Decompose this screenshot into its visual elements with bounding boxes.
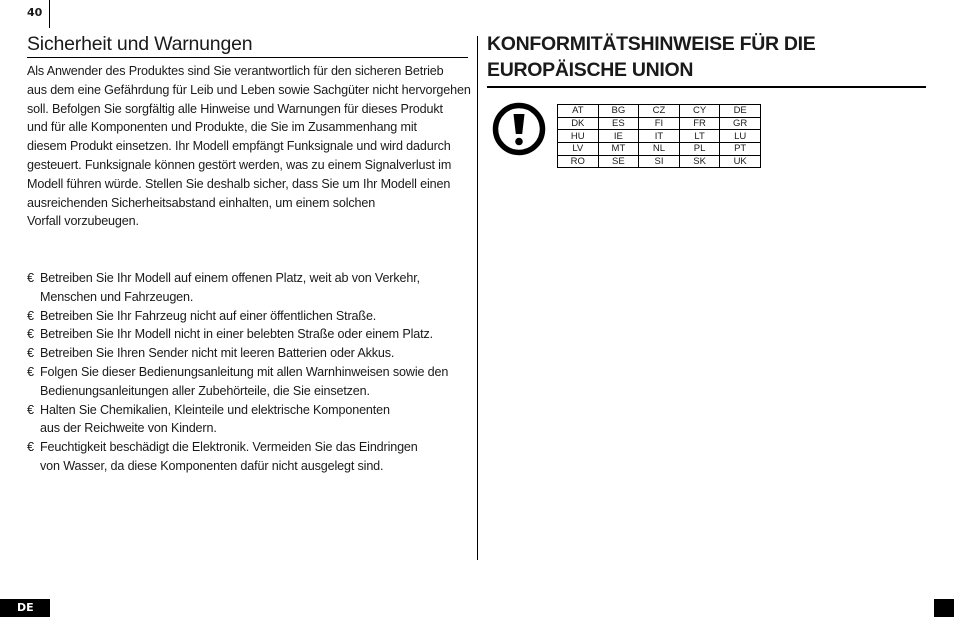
table-row xyxy=(558,130,761,143)
intro-line: gesteuert. Funksignale können gestört werden, was zu einem Signalverlust im xyxy=(27,157,452,172)
column-divider xyxy=(477,36,478,560)
corner-marker xyxy=(934,599,954,617)
country-cell: RO xyxy=(558,155,599,168)
language-badge: DE xyxy=(0,599,50,617)
exclamation-circle-icon xyxy=(491,101,547,157)
country-cell: IT xyxy=(639,130,680,143)
conformity-title xyxy=(487,32,926,88)
bullet-mark: € xyxy=(27,440,34,455)
safety-bullet-list xyxy=(27,269,467,476)
intro-line: diesem Produkt einsetzen. Ihr Modell empfängt Funksignale und wird dadurch xyxy=(27,139,451,154)
table-row xyxy=(558,155,761,168)
intro-line: ausreichenden Sicherheitsabstand einhalten, um einem solchen xyxy=(27,195,376,210)
conformity-title-line: KONFORMITÄTSHINWEISE FÜR DIE xyxy=(487,33,816,55)
intro-line: aus dem eine Gefährdung für Leib und Leben sowie Sachgüter nicht hervorgehen xyxy=(27,82,471,97)
bullet-line: Betreiben Sie Ihren Sender nicht mit leeren Batterien oder Akkus. xyxy=(40,346,395,361)
bullet-mark: € xyxy=(27,308,34,323)
country-cell: UK xyxy=(720,155,761,168)
country-cell: SI xyxy=(639,155,680,168)
bullet-line: Menschen und Fahrzeugen. xyxy=(40,289,194,304)
country-cell: MT xyxy=(598,143,639,156)
bullet-mark: € xyxy=(27,346,34,361)
country-cell: LT xyxy=(679,130,720,143)
list-item xyxy=(27,269,467,307)
country-cell: HU xyxy=(558,130,599,143)
bullet-line: aus der Reichweite von Kindern. xyxy=(40,421,217,436)
bullet-line: Bedienungsanleitungen aller Zubehörteile, die Sie einsetzen. xyxy=(40,383,370,398)
country-cell: IE xyxy=(598,130,639,143)
bullet-line: Betreiben Sie Ihr Modell auf einem offenen Platz, weit ab von Verkehr, xyxy=(40,271,420,285)
bullet-line: Betreiben Sie Ihr Fahrzeug nicht auf einer öffentlichen Straße. xyxy=(40,308,377,323)
country-cell: CY xyxy=(679,105,720,118)
list-item xyxy=(27,363,467,401)
list-item xyxy=(27,401,467,439)
bullet-line: von Wasser, da diese Komponenten dafür nicht ausgelegt sind. xyxy=(40,458,384,473)
country-cell: LV xyxy=(558,143,599,156)
country-cell: SE xyxy=(598,155,639,168)
list-item xyxy=(27,325,467,344)
list-item xyxy=(27,307,467,326)
list-item xyxy=(27,438,467,476)
page-number: 40 xyxy=(27,6,43,19)
intro-line: Modell führen würde. Stellen Sie deshalb sicher, dass Sie um Ihr Modell einen xyxy=(27,176,451,191)
table-row xyxy=(558,105,761,118)
country-cell: DE xyxy=(720,105,761,118)
bullet-line: Folgen Sie dieser Bedienungsanleitung mit allen Warnhinweisen sowie den xyxy=(40,364,449,379)
intro-line: Als Anwender des Produktes sind Sie verantwortlich für den sicheren Betrieb xyxy=(27,64,444,78)
country-cell: PT xyxy=(720,143,761,156)
bullet-line: Betreiben Sie Ihr Modell nicht in einer belebten Straße oder einem Platz. xyxy=(40,327,433,342)
table-row xyxy=(558,143,761,156)
country-cell: CZ xyxy=(639,105,680,118)
country-cell: NL xyxy=(639,143,680,156)
bullet-mark: € xyxy=(27,327,34,342)
intro-line: soll. Befolgen Sie sorgfältig alle Hinweise und Warnungen für dieses Produkt xyxy=(27,101,443,116)
country-cell: BG xyxy=(598,105,639,118)
country-cell: PL xyxy=(679,143,720,156)
country-cell: DK xyxy=(558,117,599,130)
country-cell: GR xyxy=(720,117,761,130)
bullet-mark: € xyxy=(27,364,34,379)
safety-intro xyxy=(27,62,471,231)
bullet-mark: € xyxy=(27,271,34,285)
bullet-line: Halten Sie Chemikalien, Kleinteile und elektrische Komponenten xyxy=(40,402,390,417)
intro-line: Vorfall vorzubeugen. xyxy=(27,214,139,229)
country-cell: FI xyxy=(639,117,680,130)
country-cell: ES xyxy=(598,117,639,130)
country-cell: LU xyxy=(720,130,761,143)
country-cell: FR xyxy=(679,117,720,130)
intro-line: und für alle Komponenten und Produkte, die Sie im Zusammenhang mit xyxy=(27,120,417,135)
safety-title: Sicherheit und Warnungen xyxy=(27,32,468,58)
conformity-title-line: EUROPÄISCHE UNION xyxy=(487,58,694,81)
eu-country-table xyxy=(557,104,761,168)
list-item xyxy=(27,344,467,363)
page-number-rule xyxy=(49,0,50,28)
country-cell: SK xyxy=(679,155,720,168)
safety-section xyxy=(27,32,471,231)
bullet-mark: € xyxy=(27,402,34,417)
country-cell: AT xyxy=(558,105,599,118)
conformity-section xyxy=(487,32,926,88)
bullet-line: Feuchtigkeit beschädigt die Elektronik. Vermeiden Sie das Eindringen xyxy=(40,440,418,455)
table-row xyxy=(558,117,761,130)
